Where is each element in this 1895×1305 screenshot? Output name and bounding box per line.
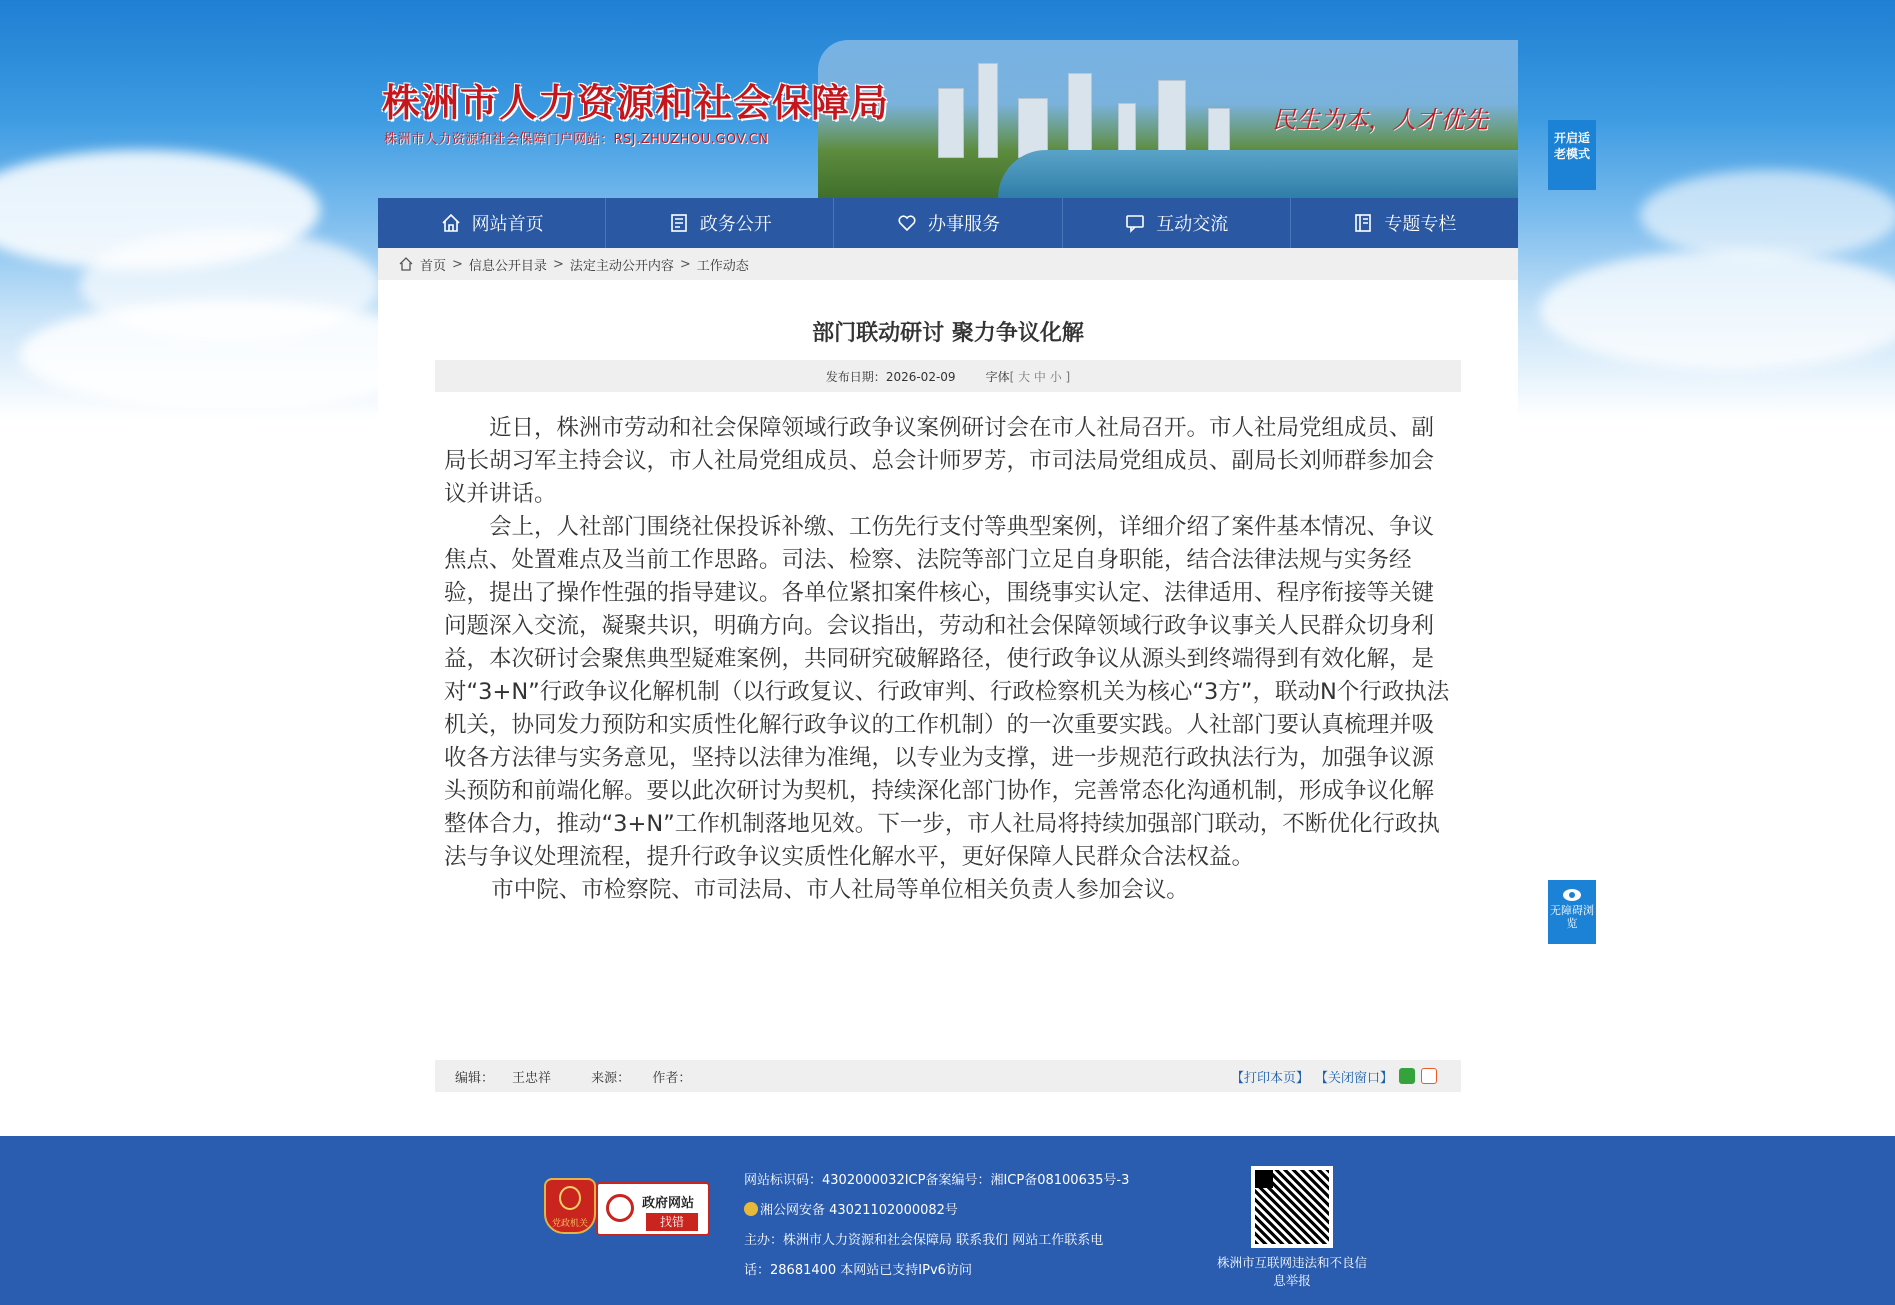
nav-gov-affairs-label: 政务公开 — [699, 214, 772, 235]
breadcrumb-separator: > — [552, 256, 564, 272]
site-slogan: 民生为本，人才优先 — [1272, 106, 1488, 134]
close-window-link[interactable]: 【关闭窗口】 — [1314, 1070, 1393, 1086]
breadcrumb-catalog[interactable]: 信息公开目录 — [468, 258, 547, 274]
nav-services-label: 办事服务 — [928, 214, 1000, 235]
article-body — [444, 412, 1456, 907]
article-paragraph: 会上，人社部门围绕社保投诉补缴、工伤先行支付等典型案例，详细介绍了案件基本情况、争议焦点、处置难点及当前工作思路。司法、检察、法院等部门立足自身职能，结合法律法规与实务经验，提出了操作性强的指导建议。各单位紧扣案件核心，围绕事实认定、法律适用、程序衔接等关键问题深入交流，凝聚共识，明确方向。会议指出，劳动和社会保障领域行政争议事关人民群众切身利益，本次研讨会聚焦典型疑难案例，共同研究破解路径，使行政争议从源头到终端得到有效化解，是对“3+N”行政争议化解机制（以行政复议、行政审判、行政检察机关为核心“3方”，联动N个行政执法机关，协同发力预防和实质性化解行政争议的工作机制）的一次重要实践。人社部门要认真梳理并吸收各方法律与实务意见，坚持以法律为准绳，以专业为支撑，进一步规范行政执法行为，加强争议源头预防和前端化解。要以此次研讨为契机，持续深化部门协作，完善常态化沟通机制，形成争议化解整体合力，推动“3+N”工作机制落地见效。下一步，市人社局将持续加强部门联动，不断优化行政执法与争议处理流程，提升行政争议实质性化解水平，更好保障人民群众合法权益。 — [444, 514, 1450, 870]
wechat-share-icon[interactable] — [1399, 1068, 1415, 1084]
article-container — [378, 280, 1518, 1136]
author-info: 作者： — [652, 1070, 692, 1086]
chat-icon — [1124, 212, 1146, 234]
print-page-link[interactable]: 【打印本页】 — [1230, 1070, 1309, 1086]
report-qr-code[interactable] — [1251, 1166, 1333, 1248]
site-footer — [0, 1136, 1895, 1305]
contact-phone: 话：28681400 本网站已支持IPv6访问 — [744, 1263, 972, 1278]
nav-topics[interactable] — [1291, 198, 1518, 248]
qr-caption: 株洲市互联网违法和不良信息举报 — [1216, 1255, 1367, 1288]
breadcrumb-home[interactable]: 首页 — [420, 258, 447, 274]
weibo-share-icon[interactable] — [1421, 1068, 1437, 1084]
public-security-record[interactable]: 湘公网安备 43021102000082号 — [744, 1196, 1144, 1226]
accessible-label: 无障碍浏览 — [1550, 904, 1594, 930]
emblem-icon — [559, 1186, 581, 1210]
find-error-title: 政府网站 — [642, 1196, 695, 1211]
breadcrumb-statutory[interactable]: 法定主动公开内容 — [569, 258, 674, 274]
breadcrumb-separator: > — [679, 256, 691, 272]
site-url: 株洲市人力资源和社会保障门户网站：RSJ.ZHUZHOU.GOV.CN — [384, 132, 769, 147]
nav-interaction-label: 互动交流 — [1156, 214, 1229, 235]
heart-icon — [896, 212, 918, 234]
nav-services[interactable] — [834, 198, 1062, 248]
sponsor-info: 主办：株洲市人力资源和社会保障局 联系我们 网站工作联系电 — [744, 1233, 1104, 1248]
article-title: 部门联动研讨 聚力争议化解 — [812, 321, 1084, 346]
article-footer-bar — [435, 1060, 1461, 1092]
nav-home-label: 网站首页 — [471, 214, 544, 235]
home-icon — [440, 212, 462, 234]
nav-interaction[interactable] — [1063, 198, 1291, 248]
footer-info — [744, 1166, 1144, 1286]
breadcrumb-separator: > — [452, 256, 463, 272]
publish-date: 发布日期：2026-02-09 — [825, 369, 956, 384]
article-paragraph: 近日，株洲市劳动和社会保障领域行政争议案例研讨会在市人社局召开。市人社局党组成员、副局长胡习军主持会议，市人社局党组成员、总会计师罗芳，市司法局党组成员、副局长刘师群参加会议并讲话。 — [444, 415, 1435, 507]
breadcrumb — [378, 248, 1518, 280]
source-info: 来源： — [591, 1070, 631, 1086]
home-icon — [398, 256, 414, 272]
font-size-control: 字体[ 大 中 小 ] — [985, 369, 1071, 384]
nav-gov-affairs[interactable] — [606, 198, 834, 248]
header-banner — [378, 40, 1518, 198]
nav-home[interactable] — [378, 198, 606, 248]
article-paragraph: 市中院、市检察院、市司法局、市人社局等单位相关负责人参加会议。 — [491, 877, 1189, 903]
gov-site-find-error-button[interactable] — [596, 1182, 710, 1236]
magnifier-icon — [606, 1194, 634, 1222]
main-nav — [378, 198, 1518, 248]
accessible-browse-button[interactable] — [1548, 880, 1596, 944]
eye-icon — [1562, 888, 1582, 902]
article-meta — [435, 360, 1461, 392]
find-error-label: 找错 — [646, 1213, 698, 1231]
site-id-icp: 网站标识码：4302000032ICP备案编号：湘ICP备08100635号-3 — [744, 1173, 1130, 1188]
book-icon — [1352, 212, 1374, 234]
party-government-badge[interactable]: 党政机关 — [544, 1178, 596, 1234]
nav-topics-label: 专题专栏 — [1384, 214, 1457, 235]
document-icon — [668, 212, 690, 234]
font-size-options[interactable]: [ 大 中 小 ] — [1009, 369, 1071, 384]
breadcrumb-work-news[interactable]: 工作动态 — [696, 258, 749, 274]
site-title: 株洲市人力资源和社会保障局 — [382, 80, 890, 125]
elder-mode-button[interactable]: 开启适老模式 — [1548, 120, 1596, 190]
editor-info: 编辑： 王忠祥 — [455, 1070, 552, 1086]
police-badge-icon — [744, 1202, 758, 1216]
